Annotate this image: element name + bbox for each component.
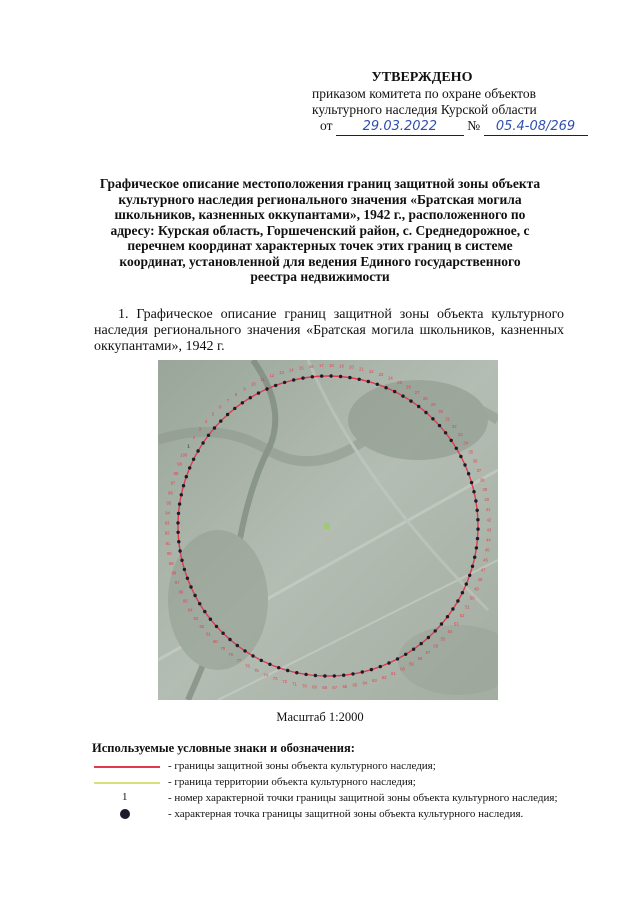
boundary-point-38 bbox=[470, 481, 473, 484]
boundary-point-94 bbox=[177, 512, 180, 515]
point-label-40: 40 bbox=[484, 497, 490, 503]
legend-red-line-symbol bbox=[92, 759, 160, 775]
boundary-point-80 bbox=[221, 632, 224, 635]
point-label-17: 17 bbox=[318, 363, 324, 369]
point-label-82: 82 bbox=[199, 624, 205, 629]
point-label-25: 25 bbox=[397, 379, 402, 385]
point-label-22: 22 bbox=[368, 368, 374, 374]
approval-line-2: культурного наследия Курской области bbox=[312, 102, 537, 117]
boundary-point-35 bbox=[459, 455, 462, 458]
point-label-87: 87 bbox=[174, 580, 180, 586]
boundary-point-90 bbox=[178, 549, 181, 552]
boundary-point-12 bbox=[274, 384, 277, 387]
point-label-69: 69 bbox=[312, 684, 317, 690]
boundary-point-92 bbox=[176, 531, 179, 534]
point-label-49: 49 bbox=[474, 586, 479, 592]
legend-dot-symbol bbox=[92, 807, 160, 823]
point-label-76: 76 bbox=[245, 663, 250, 669]
point-label-100: 100 bbox=[180, 452, 188, 458]
point-label-78: 78 bbox=[228, 652, 234, 658]
point-label-14: 14 bbox=[288, 367, 294, 373]
point-label-65: 65 bbox=[352, 682, 358, 688]
point-label-80: 80 bbox=[213, 639, 218, 644]
boundary-point-82 bbox=[209, 618, 212, 621]
boundary-point-60 bbox=[396, 657, 399, 660]
from-label: от bbox=[320, 118, 333, 133]
boundary-point-83 bbox=[203, 610, 206, 613]
point-label-10: 10 bbox=[251, 381, 256, 387]
point-label-98: 98 bbox=[173, 471, 179, 477]
point-label-5: 5 bbox=[211, 411, 215, 417]
boundary-point-87 bbox=[186, 577, 189, 580]
approval-block bbox=[312, 70, 612, 136]
point-label-75: 75 bbox=[254, 668, 259, 674]
boundary-point-93 bbox=[176, 521, 179, 524]
legend-text: - номер характерной точки границы защитной зоны объекта культурного наследия; bbox=[168, 792, 558, 804]
boundary-point-42 bbox=[476, 518, 479, 521]
point-label-96: 96 bbox=[168, 490, 173, 496]
boundary-point-23 bbox=[376, 383, 379, 386]
boundary-point-74 bbox=[268, 663, 271, 666]
boundary-point-86 bbox=[189, 585, 192, 588]
point-label-84: 84 bbox=[187, 607, 193, 613]
point-label-81: 81 bbox=[206, 631, 211, 637]
point-label-73: 73 bbox=[272, 676, 278, 681]
boundary-point-5 bbox=[219, 419, 222, 422]
point-label-56: 56 bbox=[433, 643, 439, 649]
boundary-point-54 bbox=[440, 622, 443, 625]
point-label-99: 99 bbox=[177, 461, 182, 467]
point-label-34: 34 bbox=[463, 440, 469, 446]
boundary-point-17 bbox=[320, 374, 323, 377]
boundary-point-62 bbox=[379, 665, 382, 668]
point-label-4: 4 bbox=[204, 418, 208, 424]
boundary-point-98 bbox=[185, 475, 188, 478]
point-label-53: 53 bbox=[453, 621, 459, 627]
boundary-point-46 bbox=[473, 556, 476, 559]
boundary-point-19 bbox=[339, 375, 342, 378]
point-label-32: 32 bbox=[451, 424, 457, 429]
boundary-point-53 bbox=[446, 615, 449, 618]
boundary-point-48 bbox=[468, 574, 471, 577]
boundary-point-9 bbox=[249, 396, 252, 399]
point-label-33: 33 bbox=[457, 432, 463, 438]
point-label-39: 39 bbox=[482, 487, 488, 493]
boundary-point-59 bbox=[404, 653, 407, 656]
boundary-point-1 bbox=[196, 449, 199, 452]
legend-item-point-number bbox=[92, 791, 562, 807]
boundary-point-69 bbox=[314, 674, 317, 677]
point-label-16: 16 bbox=[308, 363, 314, 369]
boundary-point-20 bbox=[348, 376, 351, 379]
point-label-59: 59 bbox=[409, 661, 414, 667]
point-label-28: 28 bbox=[422, 395, 428, 401]
point-label-85: 85 bbox=[182, 598, 188, 604]
point-label-9: 9 bbox=[243, 386, 246, 392]
point-label-45: 45 bbox=[484, 547, 490, 553]
point-label-36: 36 bbox=[472, 458, 478, 464]
point-label-52: 52 bbox=[459, 613, 465, 619]
document-title: Графическое описание местоположения границ защитной зоны объекта культурного наследия регионального значения «Братская могила школьников, казненных оккупантами», 1942 г., расположенного по адресу: Курская область, Горшеченский район, с. Среднедорожное, с перечнем координат характерных точек этих границ в системе координат, установленной для ведения Единого государственного реестра недвижимости bbox=[99, 176, 541, 284]
point-label-71: 71 bbox=[292, 681, 297, 687]
boundary-point-85 bbox=[193, 594, 196, 597]
point-label-86: 86 bbox=[178, 589, 184, 595]
boundary-point-6 bbox=[226, 413, 229, 416]
legend-item-point-dot bbox=[92, 807, 562, 823]
boundary-point-8 bbox=[241, 401, 244, 404]
legend-yellow-line-symbol bbox=[92, 775, 160, 791]
point-label-3: 3 bbox=[198, 426, 201, 432]
point-label-94: 94 bbox=[165, 510, 170, 516]
boundary-point-28 bbox=[417, 405, 420, 408]
boundary-point-84 bbox=[198, 602, 201, 605]
handwritten-date: 29.03.2022 bbox=[336, 119, 464, 136]
boundary-point-39 bbox=[472, 490, 475, 493]
legend-item-zone-boundary bbox=[92, 759, 562, 775]
point-label-42: 42 bbox=[486, 517, 492, 523]
boundary-point-58 bbox=[412, 648, 415, 651]
point-label-26: 26 bbox=[406, 384, 411, 390]
boundary-point-88 bbox=[183, 568, 186, 571]
point-label-55: 55 bbox=[440, 636, 446, 642]
boundary-point-76 bbox=[251, 654, 254, 657]
point-label-77: 77 bbox=[236, 658, 242, 664]
boundary-point-22 bbox=[367, 380, 370, 383]
boundary-point-25 bbox=[393, 390, 396, 393]
point-label-88: 88 bbox=[171, 570, 177, 576]
boundary-point-50 bbox=[461, 591, 464, 594]
boundary-point-70 bbox=[304, 673, 307, 676]
point-label-37: 37 bbox=[476, 467, 482, 473]
boundary-point-40 bbox=[474, 499, 477, 502]
point-label-74: 74 bbox=[263, 672, 268, 678]
legend-title: Используемые условные знаки и обозначения: bbox=[92, 741, 355, 755]
boundary-point-44 bbox=[476, 537, 479, 540]
boundary-point-41 bbox=[476, 509, 479, 512]
point-label-79: 79 bbox=[220, 645, 226, 651]
boundary-point-26 bbox=[401, 394, 404, 397]
boundary-point-52 bbox=[451, 607, 454, 610]
number-label: № bbox=[467, 118, 481, 133]
boundary-point-4 bbox=[213, 426, 216, 429]
boundary-point-66 bbox=[342, 674, 345, 677]
boundary-point-78 bbox=[236, 644, 239, 647]
boundary-point-81 bbox=[215, 625, 218, 628]
point-label-47: 47 bbox=[480, 567, 486, 573]
section-1-paragraph: 1. Графическое описание границ защитной зоны объекта культурного наследия регионального значения «Братская могила школьников, казненных оккупантами», 1942 г. bbox=[94, 307, 564, 354]
boundary-point-34 bbox=[455, 447, 458, 450]
boundary-point-15 bbox=[301, 376, 304, 379]
boundary-point-55 bbox=[434, 629, 437, 632]
point-label-46: 46 bbox=[483, 557, 488, 563]
point-label-58: 58 bbox=[417, 656, 423, 662]
boundary-point-75 bbox=[260, 659, 263, 662]
heritage-territory-marker bbox=[324, 523, 330, 529]
point-label-15: 15 bbox=[298, 365, 304, 371]
point-label-43: 43 bbox=[486, 527, 492, 533]
boundary-point-47 bbox=[471, 565, 474, 568]
point-label-57: 57 bbox=[425, 650, 431, 656]
approval-date-number-row bbox=[320, 118, 612, 136]
point-label-30: 30 bbox=[438, 409, 443, 414]
boundary-point-3 bbox=[207, 434, 210, 437]
boundary-point-72 bbox=[286, 669, 289, 672]
boundary-point-56 bbox=[427, 636, 430, 639]
point-label-61: 61 bbox=[391, 671, 396, 677]
boundary-point-91 bbox=[177, 540, 180, 543]
boundary-point-36 bbox=[463, 463, 466, 466]
approval-heading: УТВЕРЖДЕНО bbox=[371, 70, 473, 85]
point-label-13: 13 bbox=[279, 369, 284, 375]
boundary-point-16 bbox=[311, 375, 314, 378]
point-label-66: 66 bbox=[342, 684, 348, 690]
point-label-89: 89 bbox=[168, 560, 174, 566]
boundary-point-24 bbox=[384, 386, 387, 389]
point-label-2: 2 bbox=[192, 434, 196, 440]
point-label-8: 8 bbox=[234, 391, 238, 397]
point-label-23: 23 bbox=[378, 372, 384, 377]
point-label-64: 64 bbox=[362, 680, 368, 686]
legend-text: - границы защитной зоны объекта культурного наследия; bbox=[168, 760, 436, 772]
legend-text: - характерная точка границы защитной зоны объекта культурного наследия. bbox=[168, 808, 524, 820]
boundary-point-64 bbox=[361, 670, 364, 673]
boundary-point-13 bbox=[283, 381, 286, 384]
handwritten-number: 05.4-08/269 bbox=[484, 119, 588, 136]
point-label-1: 1 bbox=[187, 443, 190, 449]
point-label-68: 68 bbox=[322, 685, 327, 690]
boundary-point-89 bbox=[180, 559, 183, 562]
scale-caption: Масштаб 1:2000 bbox=[276, 710, 364, 724]
boundary-point-7 bbox=[233, 407, 236, 410]
boundary-point-33 bbox=[450, 439, 453, 442]
boundary-point-68 bbox=[323, 674, 326, 677]
legend-item-territory-boundary bbox=[92, 775, 562, 791]
point-label-97: 97 bbox=[170, 480, 176, 486]
point-label-19: 19 bbox=[339, 363, 344, 369]
boundary-point-96 bbox=[180, 493, 183, 496]
point-label-11: 11 bbox=[260, 376, 265, 382]
boundary-point-77 bbox=[243, 649, 246, 652]
legend-text: - граница территории объекта культурного наследия; bbox=[168, 776, 416, 788]
boundary-point-79 bbox=[228, 638, 231, 641]
boundary-point-99 bbox=[188, 466, 191, 469]
point-label-41: 41 bbox=[485, 507, 491, 513]
point-label-91: 91 bbox=[165, 540, 171, 546]
point-label-27: 27 bbox=[414, 389, 420, 395]
point-label-20: 20 bbox=[349, 364, 354, 370]
point-label-6: 6 bbox=[219, 404, 222, 410]
point-label-63: 63 bbox=[372, 678, 377, 684]
boundary-point-71 bbox=[295, 671, 298, 674]
boundary-point-31 bbox=[438, 424, 441, 427]
boundary-point-73 bbox=[277, 666, 280, 669]
point-label-70: 70 bbox=[302, 683, 307, 689]
boundary-point-29 bbox=[424, 411, 427, 414]
point-label-83: 83 bbox=[193, 615, 199, 621]
boundary-point-67 bbox=[333, 674, 336, 677]
point-label-93: 93 bbox=[164, 520, 170, 526]
point-label-90: 90 bbox=[166, 550, 172, 556]
boundary-point-2 bbox=[201, 441, 204, 444]
point-label-35: 35 bbox=[468, 449, 474, 455]
point-label-31: 31 bbox=[445, 416, 450, 422]
point-label-72: 72 bbox=[282, 679, 288, 685]
boundary-point-11 bbox=[265, 387, 268, 390]
point-label-54: 54 bbox=[447, 629, 453, 635]
boundary-point-65 bbox=[351, 672, 354, 675]
point-label-7: 7 bbox=[226, 397, 230, 403]
boundary-point-45 bbox=[475, 546, 478, 549]
point-label-51: 51 bbox=[465, 604, 470, 610]
approval-line-1: приказом комитета по охране объектов bbox=[312, 86, 536, 101]
point-label-67: 67 bbox=[332, 684, 338, 690]
boundary-point-49 bbox=[465, 582, 468, 585]
boundary-point-61 bbox=[387, 661, 390, 664]
point-label-62: 62 bbox=[381, 674, 387, 680]
boundary-point-10 bbox=[257, 391, 260, 394]
boundary-point-51 bbox=[456, 599, 459, 602]
point-label-18: 18 bbox=[329, 363, 334, 368]
boundary-map bbox=[158, 360, 498, 700]
boundary-point-14 bbox=[292, 378, 295, 381]
point-label-95: 95 bbox=[166, 500, 172, 506]
boundary-point-18 bbox=[329, 374, 332, 377]
point-label-12: 12 bbox=[269, 373, 275, 379]
point-label-29: 29 bbox=[430, 402, 436, 408]
point-label-50: 50 bbox=[469, 595, 475, 601]
point-label-92: 92 bbox=[164, 530, 170, 536]
legend-number-symbol: 1 bbox=[122, 791, 128, 803]
boundary-point-27 bbox=[409, 399, 412, 402]
point-label-48: 48 bbox=[477, 576, 483, 582]
boundary-point-32 bbox=[444, 431, 447, 434]
point-label-38: 38 bbox=[479, 477, 485, 483]
point-label-44: 44 bbox=[486, 537, 491, 543]
boundary-point-21 bbox=[358, 378, 361, 381]
point-label-24: 24 bbox=[388, 375, 393, 381]
boundary-point-63 bbox=[370, 668, 373, 671]
point-label-60: 60 bbox=[400, 666, 405, 672]
boundary-point-97 bbox=[182, 484, 185, 487]
boundary-point-95 bbox=[178, 502, 181, 505]
boundary-point-57 bbox=[420, 642, 423, 645]
boundary-point-37 bbox=[467, 472, 470, 475]
boundary-point-30 bbox=[431, 417, 434, 420]
boundary-point-43 bbox=[476, 527, 479, 530]
boundary-point-100 bbox=[192, 458, 195, 461]
point-label-21: 21 bbox=[359, 366, 364, 372]
